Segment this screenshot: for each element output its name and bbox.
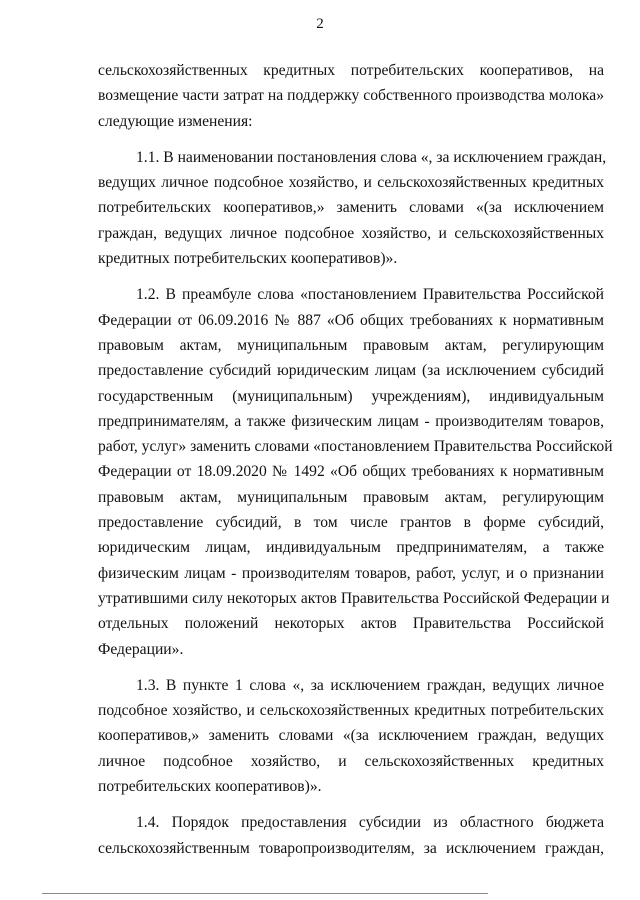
text-line: следующие изменения: [98,112,253,130]
paragraph-p0 [98,58,604,134]
text-line: государственным (муниципальным) учреждениям), индивидуальным [98,387,604,405]
paragraph-gap [98,134,604,145]
text-line: сельскохозяйственных кредитных потребительских кооперативов, на [98,62,604,79]
text-line: потребительских кооперативов,» заменить словами «(за исключением [98,199,604,217]
text-line: предоставление субсидий юридическим лицам (за исключением субсидий [98,362,604,380]
text-line: Федерации от 18.09.2020 № 1492 «Об общих требованиях к нормативным [98,463,604,481]
text-line: Федерации от 06.09.2016 № 887 «Об общих требованиях к нормативным [98,311,604,329]
text-line: потребительских кооперативов)». [98,778,322,796]
text-line: утратившими силу некоторых актов Правительства Российской Федерации и [98,589,610,607]
paragraph-gap [98,799,604,810]
text-line: 1.2. В преамбуле слова «постановлением Правительства Российской [136,286,604,304]
text-line: предпринимателям, а также физическим лицам - производителям товаров, [98,412,604,430]
text-line: Федерации». [98,640,184,658]
text-line: сельскохозяйственным товаропроизводителям, за исключением граждан, [98,839,604,857]
text-line: физическим лицам - производителям товаров, работ, услуг, и о признании [98,564,604,582]
text-line: предоставление субсидий, в том числе грантов в форме субсидий, [98,514,604,532]
paragraph-gap [98,662,604,673]
paragraph-p2 [98,282,613,661]
text-line: ведущих личное подсобное хозяйство, и сельскохозяйственных кредитных [98,174,604,192]
text-line: отдельных положений некоторых актов Правительства Российской [98,615,604,633]
text-line: 1.4. Порядок предоставления субсидии из областного бюджета [136,814,604,832]
text-line: 1.1. В наименовании постановления слова «, за исключением граждан, [136,148,607,166]
text-line: кооперативов,» заменить словами «(за исключением граждан, ведущих [98,727,604,745]
text-line: юридическим лицам, индивидуальным предпринимателям, а также [98,539,604,557]
text-line: 1.3. В пункте 1 слова «, за исключением граждан, ведущих личное [136,676,604,694]
paragraph-p4 [98,810,604,861]
paragraph-p3 [98,673,604,799]
page-number: 2 [316,16,324,32]
paragraph-gap [98,271,604,282]
document-body [98,58,613,861]
text-line: подсобное хозяйство, и сельскохозяйственных кредитных потребительских [98,702,604,720]
text-line: кредитных потребительских кооперативов)». [98,250,398,268]
paragraph-p1 [98,145,607,271]
text-line: правовым актам, муниципальным правовым актам, регулирующим [98,336,604,354]
footer-rule [42,893,488,894]
text-line: правовым актам, муниципальным правовым актам, регулирующим [98,488,604,506]
text-line: возмещение части затрат на поддержку собственного производства молока» [98,87,604,105]
text-line: личное подсобное хозяйство, и сельскохозяйственных кредитных [98,752,604,770]
text-line: граждан, ведущих личное подсобное хозяйство, и сельскохозяйственных [98,224,604,242]
text-line: работ, услуг» заменить словами «постановлением Правительства Российской [98,438,613,456]
